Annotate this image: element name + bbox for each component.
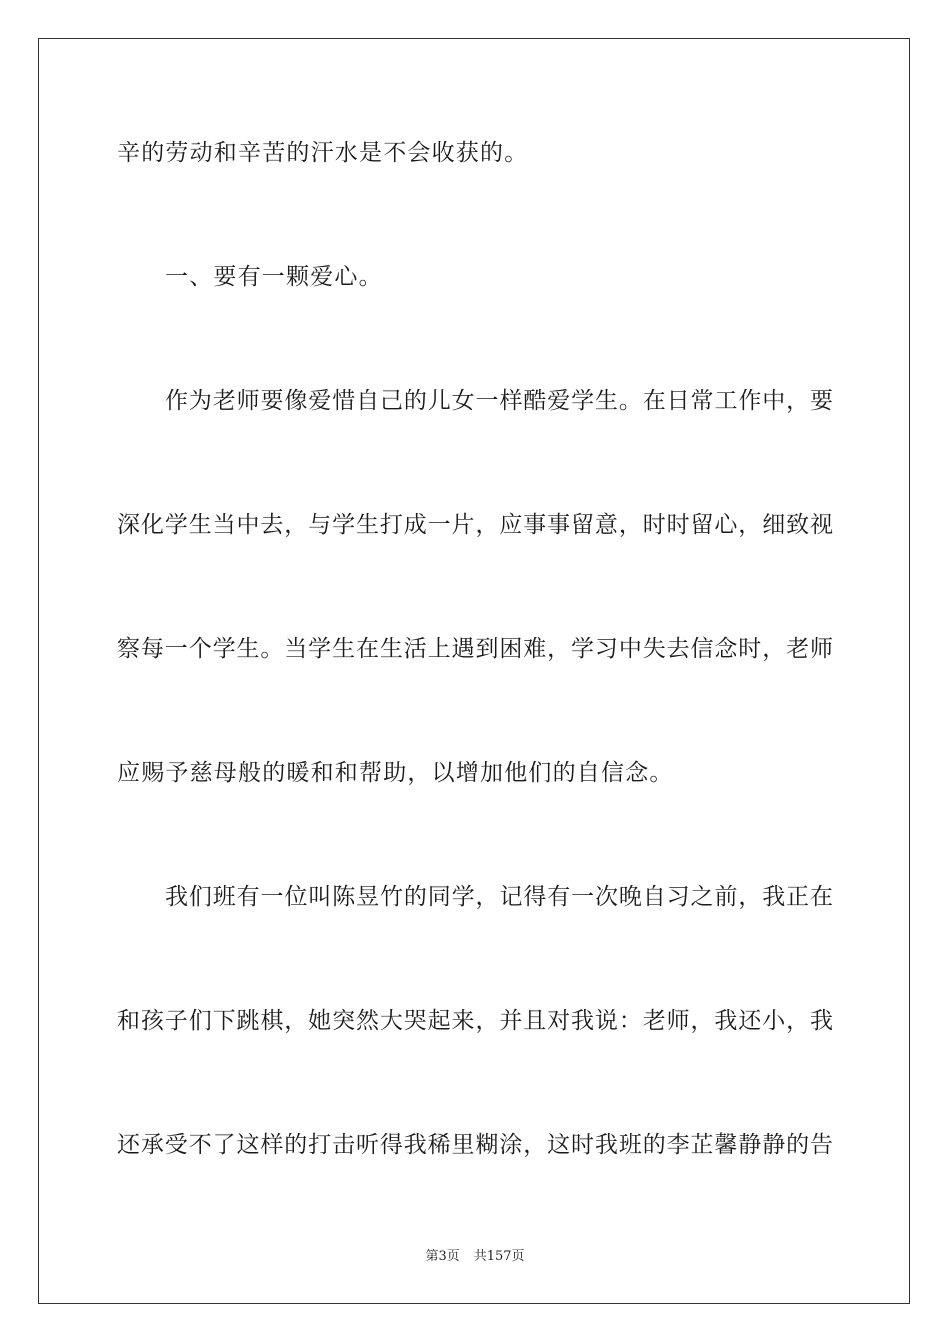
paragraph-line: 深化学生当中去，与学生打成一片，应事事留意，时时留心，细致视 xyxy=(117,512,833,538)
paragraph-line: 察每一个学生。当学生在生活上遇到困难，学习中失去信念时，老师 xyxy=(117,636,833,662)
text-line: 辛的劳动和辛苦的汗水是不会收获的。 xyxy=(117,140,529,166)
paragraph-line: 应赐予慈母般的暖和和帮助，以增加他们的自信念。 xyxy=(117,760,674,786)
paragraph-line: 我们班有一位叫陈昱竹的同学，记得有一次晚自习之前，我正在 xyxy=(165,884,833,910)
paragraph-line: 作为老师要像爱惜自己的儿女一样酷爱学生。在日常工作中，要 xyxy=(165,388,833,414)
page-total: 共157页 xyxy=(473,1249,525,1264)
paragraph-line: 和孩子们下跳棋，她突然大哭起来，并且对我说：老师，我还小，我 xyxy=(117,1008,833,1034)
page-border xyxy=(38,38,910,1304)
page-footer xyxy=(0,1248,950,1266)
section-heading: 一、要有一颗爱心。 xyxy=(165,264,383,290)
page-number: 第3页 xyxy=(425,1249,460,1264)
paragraph-line: 还承受不了这样的打击听得我稀里糊涂，这时我班的李芷馨静静的告 xyxy=(117,1132,833,1158)
